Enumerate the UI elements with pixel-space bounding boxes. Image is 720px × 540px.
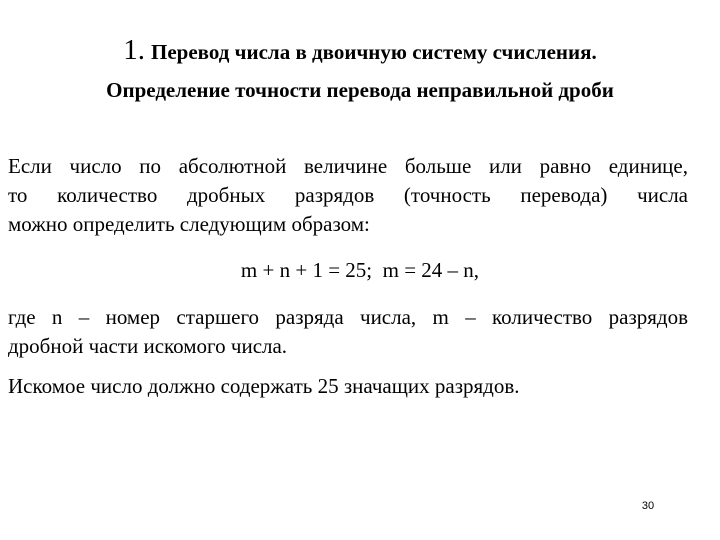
paragraph-2 xyxy=(8,303,688,361)
slide-title-line-2: Определение точности перевода неправильной дроби xyxy=(106,78,614,102)
title-text: Перевод числа в двоичную систему счисления. xyxy=(151,40,597,64)
slide-title-line-1 xyxy=(0,34,720,67)
paragraph-1-line-1: Если число по абсолютной величине больше или равно единице, xyxy=(8,154,688,178)
paragraph-1-line-3: можно определить следующим образом: xyxy=(8,212,370,236)
page-number: 30 xyxy=(641,500,655,512)
paragraph-3 xyxy=(8,372,688,401)
paragraph-1-line-2: то количество дробных разрядов (точность перевода) числа xyxy=(8,183,688,207)
paragraph-3-line-1: Искомое число должно содержать 25 значащих разрядов. xyxy=(8,374,520,398)
title-number: 1. xyxy=(123,34,146,66)
paragraph-2-line-2: дробной части искомого числа. xyxy=(8,334,288,358)
paragraph-2-line-1: где n – номер старшего разряда числа, m – количество разрядов xyxy=(8,305,688,329)
paragraph-1 xyxy=(8,152,688,239)
formula: m + n + 1 = 25; m = 24 – n, xyxy=(240,258,480,282)
